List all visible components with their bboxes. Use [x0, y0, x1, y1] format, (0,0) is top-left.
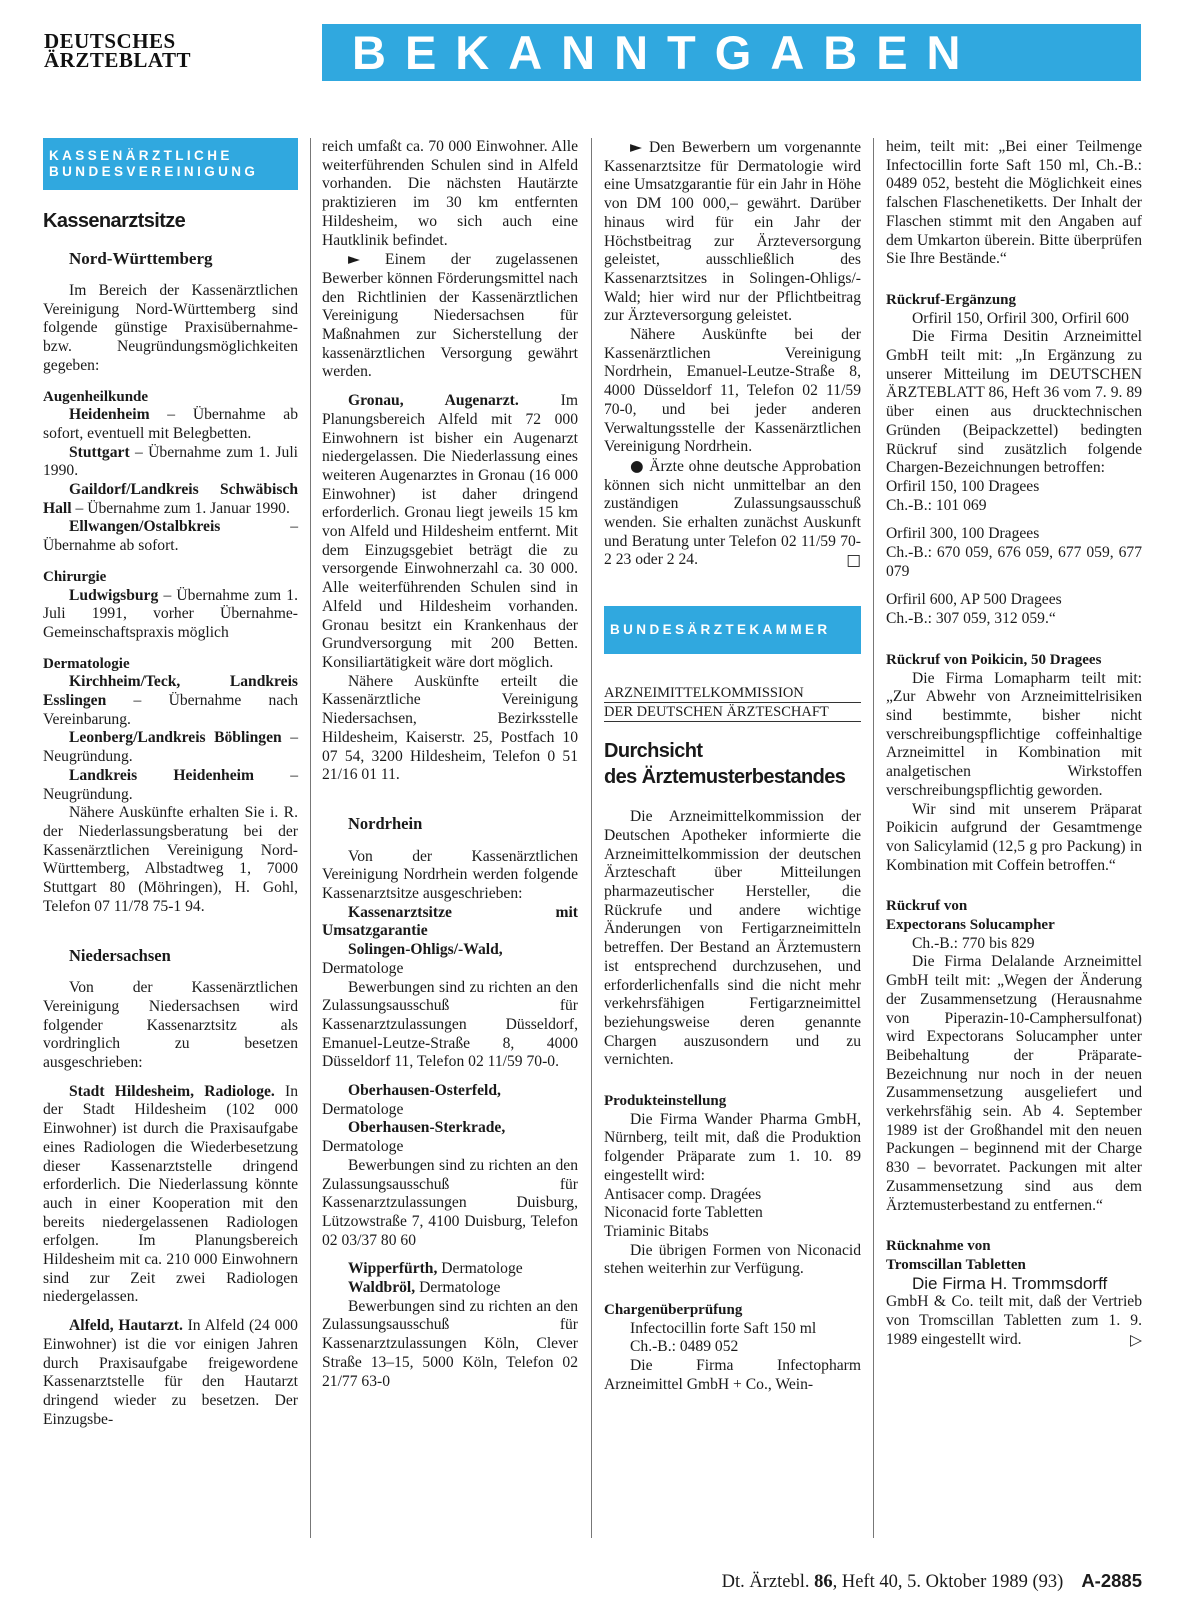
- listing-place: Wipperfürth,: [348, 1260, 438, 1278]
- page-footer: [630, 1570, 1142, 1593]
- listing-place: Stuttgart: [69, 443, 130, 461]
- column-1: [43, 138, 298, 1533]
- paragraph: Nähere Auskünfte erhalten Sie i. R. der Niederlassungsberatung bei der Kassenärztlichen Vereinigung Nord-Württemberg, Albstadtweg 1, 7000 Stuttgart 80 (Möhringen), H. Gohl, Telefon 07 11/78 75-1 94.: [43, 804, 298, 915]
- paragraph-lead: Die Firma H. Trommsdorff: [912, 1273, 1108, 1293]
- paragraph: Nähere Auskünfte bei der Kassenärztlichen Vereinigung Nordrhein, Emanuel-Leutze-Straße 8, 4000 Düsseldorf 11, Telefon 02 11/59 70-0, und bei jeder anderen Verwaltungsstelle der Kassenärztlichen Vereinigung Nordrhein.: [604, 326, 861, 456]
- listing-text: In der Stadt Hildesheim (102 000 Einwohner) ist durch die Praxisaufgabe eines Radiologen die Wiederbesetzung dieser Kassenarztstelle dringend erforderlich. Die Niederlassung könnte auch in einer Kooperation mit den bereits niedergelassenen Radiologen erfolgen. Im Planungsbereich Hildesheim mit ca. 210 000 Einwohnern sind zur Zeit zwei Radiologen niedergelassen.: [43, 1082, 299, 1306]
- listing-item: [322, 941, 578, 978]
- product-item: Orfiril 600, AP 500 Dragees: [886, 591, 1062, 609]
- specialty-heading: Chirurgie: [43, 568, 107, 585]
- subsection-heading: Rückruf-Ergänzung: [886, 291, 1017, 308]
- listing-text: Dermatologe: [322, 959, 404, 977]
- masthead-line2: ÄRZTEBLATT: [44, 48, 191, 72]
- listing-text: – Übernahme nach Vereinbarung.: [43, 692, 298, 728]
- product-item: Antisacer comp. Dragées: [604, 1185, 762, 1203]
- region-heading: Nordrhein: [348, 813, 423, 833]
- subsection-heading: Produkteinstellung: [604, 1093, 727, 1110]
- listing-item: [43, 444, 298, 481]
- product-item: Orfiril 300, 100 Dragees: [886, 525, 1040, 543]
- batch-number: Ch.-B.: 307 059, 312 059.“: [886, 610, 1056, 628]
- section-banner: BEKANNTGABEN: [322, 24, 1141, 81]
- paragraph-text: GmbH & Co. teilt mit, daß der Vertrieb von Tromscillan Tabletten zum 1. 9. 1989 eingestellt wird.: [886, 1293, 1142, 1348]
- column-4: [886, 138, 1142, 1533]
- product-item: Infectocillin forte Saft 150 ml: [630, 1319, 817, 1337]
- paragraph: [604, 138, 861, 326]
- paragraph: reich umfaßt ca. 70 000 Einwohner. Alle weiterführenden Schulen sind in Alfeld vorhanden. Die nächsten Hautärzte praktizieren im 30 km entfernten Hildesheim, wo sich auch eine Hautklinik befindet.: [322, 138, 578, 249]
- listing-item: [43, 729, 298, 766]
- headline-line2: des Ärztemusterbestandes: [604, 766, 846, 789]
- listing-item: [43, 518, 298, 555]
- paragraph-text: Einem der zugelassenen Bewerber können Förderungsmittel nach den Richtlinien der Kassenärztlichen Vereinigung Niedersachsen für Maßnahmen zur Sicherstellung der kassenärztlichen Versorgung gewährt werden.: [322, 251, 578, 381]
- paragraph: Die Firma Delalande Arzneimittel GmbH teilt mit: „Wegen der Änderung der Zusammensetzung (Herausnahme von Piperazin-10-Camphersulfonat) wird Expectorans Solucampher unter Beibehaltung der Präparate-Bezeichnung nur noch in der neuen Zusammensetzung ausgeliefert und verkehrsfähig sein. Ab 4. September 1989 ist der Großhandel mit den neuen Packungen – beginnend mit der Charge 830 – bevorratet. Packungen mit alter Zusammensetzung sind aus dem Ärztemusterbestand zu entfernen.“: [886, 953, 1142, 1214]
- batch-number: Ch.-B.: 670 059, 676 059, 677 059, 677 079: [886, 544, 1142, 580]
- listing-item: [322, 1082, 578, 1119]
- listing-place: Kirchheim/Teck, Landkreis Esslingen: [43, 673, 298, 710]
- paragraph: Bewerbungen sind zu richten an den Zulassungsausschuß für Kassenarztzulassungen Düsseldorf, Emanuel-Leutze-Straße 8, 4000 Düsseldorf 11, Telefon 02 11/59 70-0.: [322, 978, 578, 1071]
- column-divider: [591, 138, 592, 1538]
- listing-place: Waldbröl,: [348, 1279, 416, 1297]
- listing-item: [43, 406, 298, 443]
- product-item: Triaminic Bitabs: [604, 1222, 709, 1240]
- end-square-icon: □: [846, 551, 861, 570]
- commission-line1: ARZNEIMITTELKOMMISSION: [604, 684, 861, 703]
- commission-label: [604, 684, 861, 722]
- listing-text: – Übernahme ab sofort.: [43, 518, 298, 555]
- listing-item: [43, 587, 298, 643]
- citation-prefix: Dt. Ärztebl.: [721, 1572, 815, 1592]
- heading-line1: Rücknahme von: [886, 1238, 991, 1255]
- listing-text: – Neugründung.: [43, 766, 298, 803]
- paragraph: Nähere Auskünfte erteilt die Kassenärztliche Vereinigung Niedersachsen, Bezirksstelle Hildesheim, Kaiserstr. 25, Postfach 10 07 54, 3200 Hildesheim, Telefon 0 51 21/16 01 11.: [322, 672, 578, 784]
- paragraph: Wir sind mit unserem Präparat Poikicin aufgrund der Gesamtmenge von Salicylamid (12,5 g pro Packung) in Kombination mit Coffein betroffen.“: [886, 800, 1142, 874]
- paragraph: Die übrigen Formen von Niconacid stehen weiterhin zur Verfügung.: [604, 1241, 861, 1278]
- paragraph: Von der Kassenärztlichen Vereinigung Niedersachsen wird folgender Kassenarztsitz als vordringlich zu besetzen ausgeschrieben:: [43, 979, 298, 1072]
- listing-place: Gaildorf/Landkreis Schwäbisch Hall: [43, 481, 298, 517]
- listing-item: [43, 1317, 298, 1429]
- listing-text: Im Planungsbereich Alfeld mit 72 000 Einwohnern ist bisher ein Augenarzt niedergelassen. Die Niederlassung eines weiteren Augenarztes in Gronau (16 000 Einwohner) ist daher dringend erforderlich. Gronau liegt jeweils 15 km von Alfeld und Hildesheim entfernt. Mit dem Einzugsgebiet beträgt die zu versorgende Einwohnerzahl ca. 30 000. Alle weiterführenden Schulen sind in Alfeld und Hildesheim vorhanden. Gronau besitzt ein Krankenhaus der Grundversorgung mit 200 Betten. Konsiliartätigkeit wäre dort möglich.: [322, 392, 578, 671]
- batch-number: Ch.-B.: 770 bis 829: [912, 934, 1035, 952]
- listing-text: In Alfeld (24 000 Einwohner) ist die vor einigen Jahren durch Praxisaufgabe freigewordene Kassenarztstelle für den Hautarzt dringend wieder zu besetzen. Der Einzugsbe-: [43, 1317, 298, 1428]
- listing-text: – Übernahme zum 1. Juli 1991, vorher Übernahme-Gemeinschaftspraxis möglich: [43, 586, 298, 641]
- listing-item: [43, 1083, 298, 1307]
- circle-bullet-icon: ●: [630, 456, 645, 475]
- product-item: Orfiril 150, 100 Dragees: [886, 477, 1040, 495]
- listing-item: [43, 673, 298, 729]
- article-headline: Kassenarztsitze: [43, 210, 186, 232]
- listing-place: Oberhausen-Sterkrade,: [348, 1119, 506, 1137]
- commission-line2: DER DEUTSCHEN ÄRZTESCHAFT: [604, 703, 861, 722]
- paragraph-text: Ärzte ohne deutsche Approbation können sich nicht unmittelbar an den zuständigen Zulassungsausschuß wenden. Sie erhalten zunächst Auskunft und Beratung unter Telefon 02 11/59 70-2 23 oder 2 24.: [604, 457, 861, 569]
- batch-number: Ch.-B.: 0489 052: [630, 1338, 739, 1356]
- listing-item: [43, 767, 298, 804]
- paragraph: [322, 250, 578, 382]
- listing-text: – Neugründung.: [43, 729, 298, 766]
- subsection-heading: Chargenüberprüfung: [604, 1302, 743, 1319]
- paragraph: Bewerbungen sind zu richten an den Zulassungsausschuß für Kassenarztzulassungen Köln, Clever Straße 13–15, 5000 Köln, Telefon 02 21/77 63-0: [322, 1297, 578, 1390]
- paragraph: [604, 457, 861, 570]
- headline-line1: Durchsicht: [604, 740, 703, 763]
- masthead-logo: [44, 29, 191, 72]
- paragraph: Die Firma Desitin Arzneimittel GmbH teilt mit: „In Ergänzung zu unserer Mitteilung im DEUTSCHEN ÄRZTEBLATT 86, Heft 36 vom 7. 9. 89 über einen aus drucktechnischen Gründen (Beipackzettel) bedingten Rückruf sind zusätzlich folgende Chargen-Bezeichnungen betroffen:: [886, 328, 1142, 477]
- listing-place: Ludwigsburg: [69, 586, 159, 604]
- bak-section-label: BUNDESÄRZTEKAMMER: [604, 606, 861, 654]
- listing-item: [322, 1119, 578, 1156]
- listing-text: Dermatologe: [322, 1138, 404, 1156]
- triangle-bullet-icon: ►: [348, 250, 360, 269]
- listing-text: – Übernahme zum 1. Januar 1990.: [71, 499, 290, 517]
- listing-place: Stadt Hildesheim, Radiologe.: [69, 1082, 275, 1100]
- listing-text: Dermatologe: [415, 1279, 501, 1297]
- paragraph: heim, teilt mit: „Bei einer Teilmenge Infectocillin forte Saft 150 ml, Ch.-B.: 0489 052, besteht die Möglichkeit eines falschen Flaschenetiketts. Der Inhalt der Flaschen stimmt mit den Angaben auf dem Umkarton überein. Bitte überprüfen Sie Ihre Bestände.“: [886, 138, 1142, 268]
- subsection-heading: [886, 1237, 1142, 1274]
- kbv-section-label: [43, 138, 298, 190]
- paragraph: Im Bereich der Kassenärztlichen Vereinigung Nord-Württemberg sind folgende günstige Praxisübernahme- bzw. Neugründungsmöglichkeiten gegeben:: [43, 282, 298, 374]
- citation-suffix: , Heft 40, 5. Oktober 1989 (93): [832, 1572, 1064, 1592]
- continue-arrow-icon: ▷: [1130, 1330, 1142, 1349]
- paragraph-text: Den Bewerbern um vorgenannte Kassenarztsitze für Dermatologie wird eine Umsatzgarantie für ein Jahr in Höhe von DM 100 000,– gewährt. Darüber hinaus wird für ein Jahr der Höchstbeitrag zur Ärzteversorgung geleistet, ausschließlich des Kassenarztsitzes in Solingen-Ohligs/-Wald; hier wird nur der Pflichtbeitrag zur Ärzteversorgung geleistet.: [604, 139, 862, 325]
- paragraph: Von der Kassenärztlichen Vereinigung Nordrhein werden folgende Kassenarztsitze ausgeschrieben:: [322, 847, 578, 903]
- listing-text: – Übernahme ab sofort, eventuell mit Belegbetten.: [43, 406, 298, 442]
- kbv-line1: KASSENÄRZTLICHE: [49, 148, 233, 163]
- listing-text: – Übernahme zum 1. Juli 1990.: [43, 443, 298, 480]
- listing-item: [322, 1260, 578, 1279]
- paragraph: Die Firma Infectopharm Arzneimittel GmbH + Co., Wein-: [604, 1357, 861, 1393]
- subsection-heading: [886, 897, 1142, 934]
- product-item: Orfiril 150, Orfiril 300, Orfiril 600: [912, 309, 1129, 327]
- listing-text: Dermatologe: [322, 1100, 404, 1118]
- citation-volume: 86: [814, 1572, 833, 1592]
- product-item: Niconacid forte Tabletten: [604, 1204, 763, 1222]
- listing-place: Solingen-Ohligs/-Wald,: [348, 941, 503, 959]
- listing-place: Landkreis Heidenheim: [69, 766, 254, 784]
- subsection-heading: Kassenarztsitze mit Umsatzgarantie: [322, 903, 578, 940]
- heading-line1: Rückruf von: [886, 898, 968, 915]
- column-3: [604, 138, 861, 1533]
- paragraph: Die Firma Lomapharm teilt mit: „Zur Abwehr von Arzneimittelrisiken sind bestimmte, bisher nicht verschreibungspflichtige coffeinhaltige Arzneimittel in Kombination mit analgetischen Wirkstoffen verschreibungspflichtig geworden.: [886, 669, 1142, 799]
- paragraph: Bewerbungen sind zu richten an den Zulassungsausschuß für Kassenarztzulassungen Duisburg, Lützowstraße 7, 4100 Duisburg, Telefon 02 03/37 80 60: [322, 1156, 578, 1249]
- listing-item: [322, 1279, 578, 1298]
- paragraph: [886, 1293, 1142, 1349]
- listing-text: Dermatologe: [437, 1260, 523, 1278]
- listing-place: Ellwangen/Ostalbkreis: [69, 518, 221, 536]
- column-divider: [873, 138, 874, 1538]
- paragraph: Die Firma Wander Pharma GmbH, Nürnberg, teilt mit, daß die Produktion folgender Präparate zum 1. 10. 89 eingestellt wird:: [604, 1110, 861, 1184]
- article-headline: [604, 738, 861, 790]
- region-heading: Nord-Württemberg: [69, 249, 213, 268]
- heading-line2: Expectorans Solucampher: [886, 917, 1055, 934]
- subsection-heading: Rückruf von Poikicin, 50 Dragees: [886, 651, 1102, 668]
- masthead-line1: DEUTSCHES: [44, 29, 176, 53]
- listing-place: Leonberg/Landkreis Böblingen: [69, 729, 282, 747]
- triangle-bullet-icon: ►: [630, 138, 642, 156]
- paragraph: Die Arzneimittelkommission der Deutschen Apotheker informierte die Arzneimittelkommission der deutschen Ärzteschaft über Mitteilungen pharmazeutischer Hersteller, die Rückrufe und andere wichtige Änderungen von Fertigarzneimitteln betreffen. Der Bestand an Ärztemustern ist entsprechend durchzusehen, und erforderlichenfalls sind die nicht mehr verkehrsfähigen Fertigarzneimittel beziehungsweise deren genannte Chargen auszusondern und zu vernichten.: [604, 808, 861, 1069]
- region-heading: Niedersachsen: [69, 945, 171, 965]
- specialty-heading: Augenheilkunde: [43, 388, 149, 405]
- listing-place: Oberhausen-Osterfeld,: [348, 1082, 501, 1100]
- listing-place: Heidenheim: [69, 406, 150, 424]
- kbv-line2: BUNDESVEREINIGUNG: [49, 164, 259, 179]
- heading-line2: Tromscillan Tabletten: [886, 1256, 1026, 1273]
- column-divider: [310, 138, 311, 1538]
- listing-item: [43, 481, 298, 518]
- listing-place: Alfeld, Hautarzt.: [69, 1317, 183, 1335]
- specialty-heading: Dermatologie: [43, 655, 130, 672]
- listing-place: Gronau, Augenarzt.: [348, 392, 519, 410]
- listing-item: [322, 392, 578, 673]
- page-number: A-2885: [1081, 1570, 1142, 1591]
- batch-number: Ch.-B.: 101 069: [886, 496, 987, 514]
- column-2: [322, 138, 578, 1533]
